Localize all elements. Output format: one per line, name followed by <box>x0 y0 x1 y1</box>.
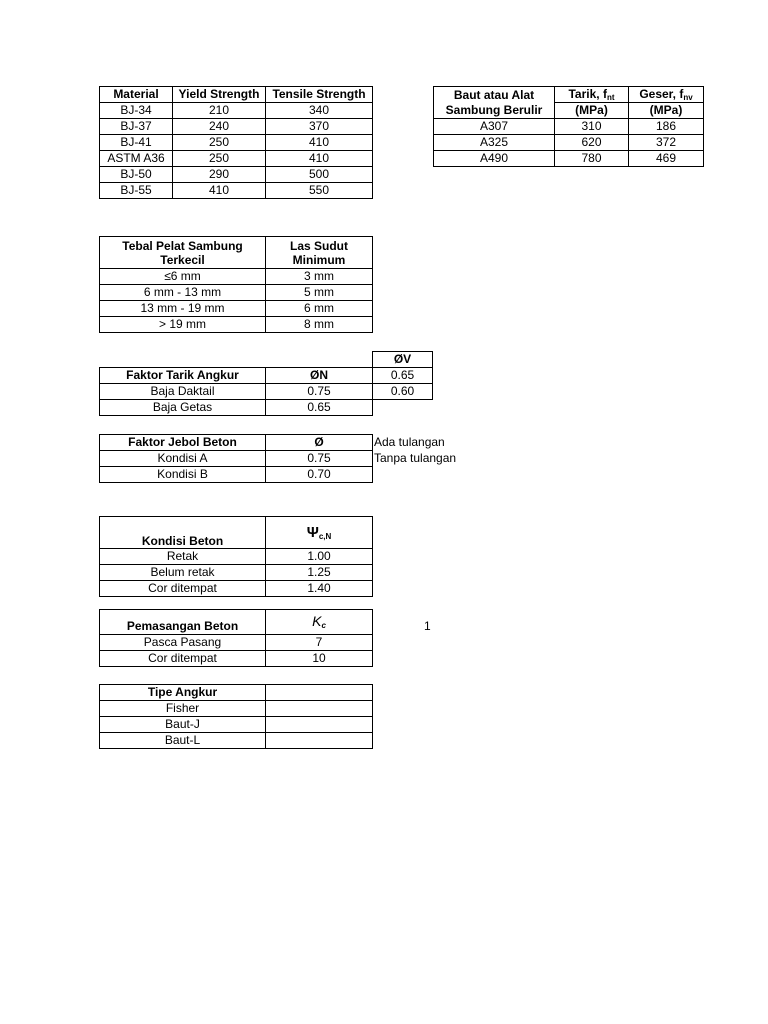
empty-cell <box>266 352 373 368</box>
note-tanpa-tulangan: Tanpa tulangan <box>374 451 457 465</box>
tensile-cell: 500 <box>266 167 373 183</box>
tarik-label: Tarik, f <box>568 87 607 101</box>
anchor-value-cell <box>266 733 373 749</box>
bolt-cell: A490 <box>434 151 555 167</box>
condition-cell: Belum retak <box>100 565 266 581</box>
table-row <box>100 549 373 565</box>
steel-type-cell: Baja Getas <box>100 400 266 416</box>
bolt-cell: A307 <box>434 119 555 135</box>
table-row <box>100 384 433 400</box>
anchor-type-cell: Baut-J <box>100 717 266 733</box>
k-sub: c <box>321 621 326 630</box>
weld-cell: 3 mm <box>266 269 373 285</box>
header-geser <box>629 87 704 103</box>
table-row <box>434 151 704 167</box>
anchor-value-cell <box>266 717 373 733</box>
header-bolt-type: Baut atau Alat Sambung Berulir <box>434 87 555 119</box>
table-row <box>100 581 373 597</box>
anchor-type-table <box>99 684 373 749</box>
header-yield-strength: Yield Strength <box>173 87 266 103</box>
tensile-cell: 340 <box>266 103 373 119</box>
kc-cell: 7 <box>266 635 373 651</box>
geser-unit: (MPa) <box>629 103 704 119</box>
tarik-cell: 620 <box>555 135 629 151</box>
bolt-table <box>433 86 704 167</box>
thickness-cell: > 19 mm <box>100 317 266 333</box>
k-symbol: K <box>312 613 322 629</box>
header-installation: Pemasangan Beton <box>100 610 266 635</box>
geser-cell: 469 <box>629 151 704 167</box>
table-row <box>100 183 373 199</box>
tensile-cell: 370 <box>266 119 373 135</box>
header-min-weld: Las Sudut Minimum <box>266 237 373 269</box>
header-psi <box>266 517 373 549</box>
weld-cell: 6 mm <box>266 301 373 317</box>
table-row <box>100 565 373 581</box>
condition-cell: Kondisi A <box>100 451 266 467</box>
geser-label: Geser, f <box>639 87 684 101</box>
table-row <box>100 317 373 333</box>
psi-cell: 1.00 <box>266 549 373 565</box>
table-row <box>100 151 373 167</box>
phi-n-cell: 0.75 <box>266 384 373 400</box>
tensile-anchor-table <box>99 351 433 416</box>
material-cell: BJ-34 <box>100 103 173 119</box>
table-row <box>100 651 373 667</box>
concrete-condition-table <box>99 516 373 597</box>
header-anchor-type: Tipe Angkur <box>100 685 266 701</box>
header-phi-n: ØN <box>266 368 373 384</box>
tarik-sub: nt <box>606 93 615 102</box>
yield-cell: 250 <box>173 135 266 151</box>
tarik-unit: (MPa) <box>555 103 629 119</box>
kc-cell: 10 <box>266 651 373 667</box>
psi-cell: 1.25 <box>266 565 373 581</box>
geser-cell: 372 <box>629 135 704 151</box>
tarik-cell: 780 <box>555 151 629 167</box>
table-row <box>100 451 373 467</box>
yield-cell: 210 <box>173 103 266 119</box>
header-breakout: Faktor Jebol Beton <box>100 435 266 451</box>
psi-sub: c,N <box>318 531 332 541</box>
steel-type-cell: Baja Daktail <box>100 384 266 400</box>
material-cell: BJ-41 <box>100 135 173 151</box>
table-row <box>100 701 373 717</box>
weld-size-table <box>99 236 373 333</box>
table-row <box>100 301 373 317</box>
condition-cell: Retak <box>100 549 266 565</box>
table-row <box>100 717 373 733</box>
anchor-type-cell: Fisher <box>100 701 266 717</box>
table-row <box>100 635 373 651</box>
psi-symbol: Ψ <box>306 523 319 541</box>
tensile-cell: 410 <box>266 135 373 151</box>
weld-cell: 5 mm <box>266 285 373 301</box>
empty-cell <box>100 352 266 368</box>
phi-cell: 0.70 <box>266 467 373 483</box>
tensile-cell: 410 <box>266 151 373 167</box>
condition-cell: Kondisi B <box>100 467 266 483</box>
installation-cell: Pasca Pasang <box>100 635 266 651</box>
header-anchor-value <box>266 685 373 701</box>
geser-cell: 186 <box>629 119 704 135</box>
installation-table <box>99 609 373 667</box>
table-row <box>100 135 373 151</box>
note-ada-tulangan: Ada tulangan <box>374 435 445 449</box>
table-row <box>434 119 704 135</box>
breakout-table <box>99 434 373 483</box>
thickness-cell: ≤6 mm <box>100 269 266 285</box>
table-row <box>100 467 373 483</box>
header-phi-v: ØV <box>373 352 433 368</box>
header-tarik <box>555 87 629 103</box>
table-row <box>100 103 373 119</box>
yield-cell: 250 <box>173 151 266 167</box>
yield-cell: 290 <box>173 167 266 183</box>
side-value: 1 <box>424 619 431 633</box>
table-row <box>100 167 373 183</box>
header-material: Material <box>100 87 173 103</box>
material-cell: ASTM A36 <box>100 151 173 167</box>
material-table <box>99 86 373 199</box>
phi-n-cell: 0.65 <box>266 400 373 416</box>
thickness-cell: 6 mm - 13 mm <box>100 285 266 301</box>
header-tensile-anchor: Faktor Tarik Angkur <box>100 368 266 384</box>
material-cell: BJ-55 <box>100 183 173 199</box>
anchor-value-cell <box>266 701 373 717</box>
table-row <box>434 135 704 151</box>
table-row <box>100 119 373 135</box>
condition-cell: Cor ditempat <box>100 581 266 597</box>
header-tensile-strength: Tensile Strength <box>266 87 373 103</box>
material-cell: BJ-37 <box>100 119 173 135</box>
anchor-type-cell: Baut-L <box>100 733 266 749</box>
empty-cell <box>373 400 433 416</box>
table-row <box>100 285 373 301</box>
phi-v-cell: 0.65 <box>373 368 433 384</box>
table-row <box>100 269 373 285</box>
yield-cell: 240 <box>173 119 266 135</box>
table-row <box>100 733 373 749</box>
header-phi: Ø <box>266 435 373 451</box>
header-plate-thickness: Tebal Pelat Sambung Terkecil <box>100 237 266 269</box>
installation-cell: Cor ditempat <box>100 651 266 667</box>
bolt-cell: A325 <box>434 135 555 151</box>
phi-cell: 0.75 <box>266 451 373 467</box>
thickness-cell: 13 mm - 19 mm <box>100 301 266 317</box>
tensile-cell: 550 <box>266 183 373 199</box>
weld-cell: 8 mm <box>266 317 373 333</box>
header-kc <box>266 610 373 635</box>
tarik-cell: 310 <box>555 119 629 135</box>
yield-cell: 410 <box>173 183 266 199</box>
phi-v-cell: 0.60 <box>373 384 433 400</box>
header-concrete-condition: Kondisi Beton <box>100 517 266 549</box>
table-row <box>100 400 433 416</box>
psi-cell: 1.40 <box>266 581 373 597</box>
geser-sub: nv <box>683 93 693 102</box>
material-cell: BJ-50 <box>100 167 173 183</box>
